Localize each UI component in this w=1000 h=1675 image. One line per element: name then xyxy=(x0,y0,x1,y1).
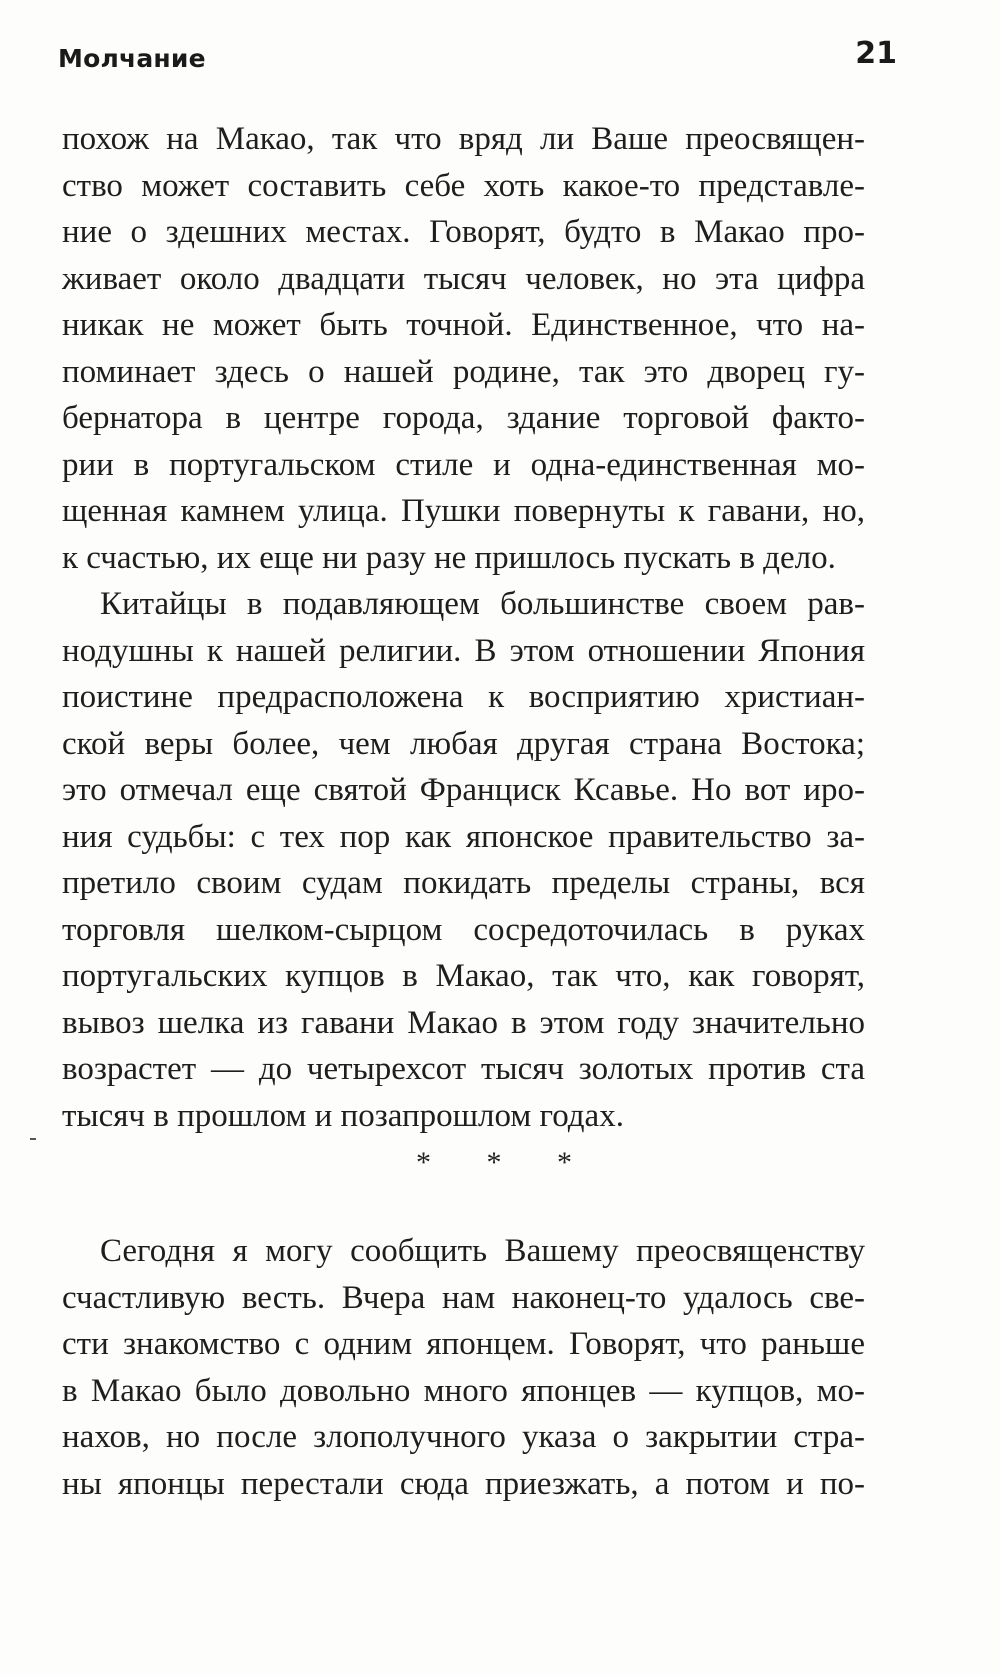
text-line: рии в португальском стиле и одна-единственная мо- xyxy=(62,446,865,483)
text-line: ство может составить себе хоть какое-то представле- xyxy=(62,167,865,204)
text-line: португальских купцов в Макао, так что, как говорят, xyxy=(62,958,865,994)
text-block-after-break xyxy=(62,1228,865,1507)
text-line: Китайцы в подавляющем большинстве своем рав- xyxy=(100,586,865,622)
page-number: 21 xyxy=(855,36,897,71)
print-speck xyxy=(30,1138,36,1140)
text-block-before-break xyxy=(62,116,865,1139)
text-line: щенная камнем улица. Пушки повернуты к гавани, но, xyxy=(62,493,865,529)
text-line: претило своим судам покидать пределы страны, вся xyxy=(62,865,865,901)
text-line: нахов, но после злополучного указа о закрытии стра- xyxy=(62,1419,865,1455)
text-line: Сегодня я могу сообщить Вашему преосвященству xyxy=(100,1233,865,1269)
text-line: поминает здесь о нашей родине, так это дворец гу- xyxy=(62,353,865,390)
text-line: ны японцы перестали сюда приезжать, а потом и по- xyxy=(62,1465,865,1502)
paragraph xyxy=(62,1228,865,1507)
text-line: сти знакомство с одним японцем. Говорят, что раньше xyxy=(62,1326,865,1362)
text-line: к счастью, их еще ни разу не пришлось пускать в дело. xyxy=(62,539,836,576)
running-title: Молчание xyxy=(58,44,206,73)
text-line: вывоз шелка из гавани Макао в этом году значительно xyxy=(62,1004,865,1041)
text-line: торговля шелком-сырцом сосредоточилась в руках xyxy=(62,911,865,948)
text-line: бернатора в центре города, здание торговой факто- xyxy=(62,400,865,436)
text-line: никак не может быть точной. Единственное, что на- xyxy=(62,307,865,343)
text-line: тысяч в прошлом и позапрошлом годах. xyxy=(62,1097,624,1134)
text-line: это отмечал еще святой Франциск Ксавье. Но вот иро- xyxy=(62,772,865,808)
section-break: * * * xyxy=(416,1146,596,1179)
text-line: возрастет — до четырехсот тысяч золотых против ста xyxy=(62,1051,865,1087)
text-line: похож на Макао, так что вряд ли Ваше преосвящен- xyxy=(62,121,865,157)
paragraph xyxy=(62,116,865,581)
text-line: счастливую весть. Вчера нам наконец-то удалось све- xyxy=(62,1279,865,1316)
text-line: ской веры более, чем любая другая страна Востока; xyxy=(62,725,865,762)
text-line: нодушны к нашей религии. В этом отношении Япония xyxy=(62,632,865,669)
text-line: живает около двадцати тысяч человек, но эта цифра xyxy=(62,260,865,297)
text-line: ния судьбы: с тех пор как японское правительство за- xyxy=(62,818,865,855)
paragraph xyxy=(62,581,865,1139)
text-line: ние о здешних местах. Говорят, будто в Макао про- xyxy=(62,214,865,250)
text-line: поистине предрасположена к восприятию христиан- xyxy=(62,679,865,715)
text-line: в Макао было довольно много японцев — купцов, мо- xyxy=(62,1372,865,1409)
